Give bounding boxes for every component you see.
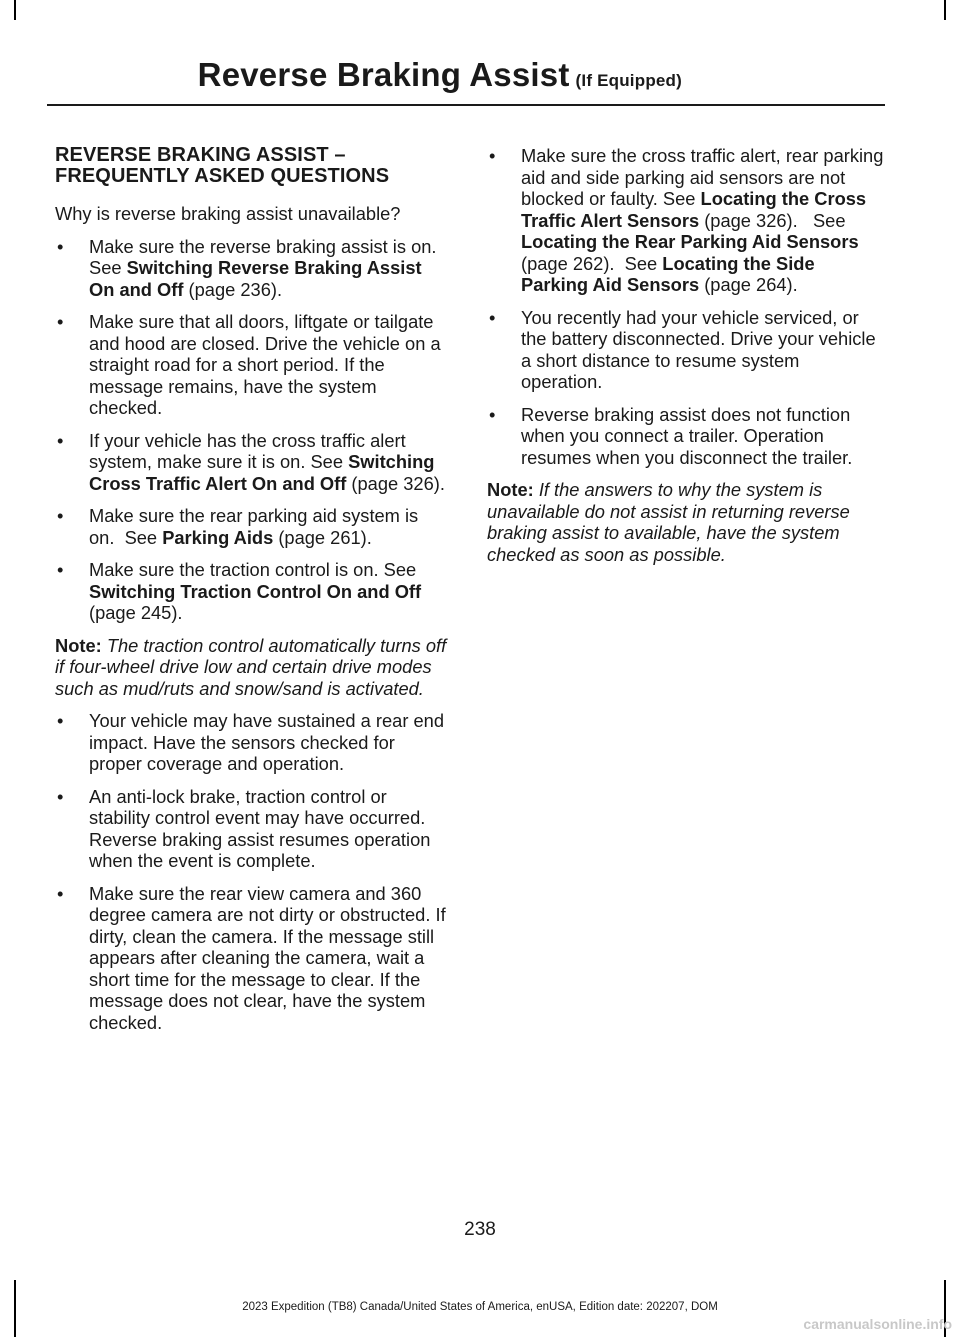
item-text: You recently had your vehicle serviced, or the battery disconnected. Drive your vehicle a short distance to resume system operation. xyxy=(521,306,876,392)
cross-reference-link[interactable]: Locating the Rear Parking Aid Sensors xyxy=(521,231,859,252)
item-text: Make sure that all doors, liftgate or tailgate and hood are closed. Drive the vehicle on a straight road for a short period. If the message remains, have the system checked. xyxy=(89,311,441,418)
header-title-text: Reverse Braking Assist xyxy=(197,56,570,93)
watermark: carmanualsonline.info xyxy=(803,1316,952,1332)
page-reference: (page 262). See xyxy=(521,252,663,274)
note-label: Note: xyxy=(55,634,102,656)
crop-mark-top-left xyxy=(14,0,16,20)
note-paragraph xyxy=(487,479,884,565)
list-item xyxy=(55,236,450,301)
list-item xyxy=(55,710,450,775)
section-heading-line-2: FREQUENTLY ASKED QUESTIONS xyxy=(55,165,390,187)
item-text: Make sure the rear parking aid system is on. See xyxy=(89,505,419,548)
page-reference: (page 264). xyxy=(699,274,798,295)
bullet: • xyxy=(489,145,496,166)
item-text: Make sure the cross traffic alert, rear parking aid and side parking aid sensors are not blocked or faulty. See xyxy=(521,145,884,209)
item-text: Reverse braking assist does not function when you connect a trailer. Operation resumes when you disconnect the trailer. xyxy=(521,403,853,468)
header-title-suffix: (If Equipped) xyxy=(575,71,682,90)
note-paragraph xyxy=(55,635,450,700)
note-text: If the answers to why the system is unavailable do not assist in returning reverse braking assist to available, have the system checked as soon as possible. xyxy=(487,479,850,565)
list-item xyxy=(55,311,450,419)
header-rule xyxy=(47,104,885,106)
list-item xyxy=(55,505,450,548)
item-text: Make sure the reverse braking assist is on. See xyxy=(89,235,442,278)
cross-reference-link[interactable]: Parking Aids xyxy=(162,526,274,548)
bullet: • xyxy=(57,505,64,526)
item-text: An anti-lock brake, traction control or stability control event may have occurred. Reverse braking assist resumes operation when the event is complete. xyxy=(89,785,431,871)
item-text: Make sure the rear view camera and 360 degree camera are not dirty or obstructed. If dirty, clean the camera. If the message still appears after cleaning the camera, wait a short time for the message to clear. If the message does not clear, have the system checked. xyxy=(89,882,446,1033)
cross-reference-link[interactable]: Switching Cross Traffic Alert On and Off xyxy=(89,451,435,494)
list-item xyxy=(487,145,884,296)
checklist-2 xyxy=(55,710,450,1033)
list-item xyxy=(55,883,450,1034)
bullet: • xyxy=(57,235,64,257)
bullet: • xyxy=(489,306,496,328)
checklist-3 xyxy=(487,145,884,468)
item-text: If your vehicle has the cross traffic alert system, make sure it is on. See xyxy=(89,429,406,472)
page-number: 238 xyxy=(464,1219,496,1240)
page-reference: (page 236). xyxy=(183,278,283,300)
cross-reference-link[interactable]: Locating the Side Parking Aid Sensors xyxy=(521,252,815,295)
list-item xyxy=(55,430,450,495)
page-reference: (page 261). xyxy=(273,526,372,548)
bullet: • xyxy=(57,559,64,580)
page-reference: (page 326). xyxy=(346,472,445,494)
edition-footer: 2023 Expedition (TB8) Canada/United States of America, enUSA, Edition date: 202207, DOM xyxy=(242,1301,718,1313)
cross-reference-link[interactable]: Switching Traction Control On and Off xyxy=(89,580,422,602)
page-reference: (page 326). See xyxy=(699,209,846,231)
bullet: • xyxy=(57,710,64,731)
note-text: The traction control automatically turns off if four-wheel drive low and certain drive modes such as mud/ruts and snow/sand is activated. xyxy=(55,634,447,699)
item-text: Your vehicle may have sustained a rear end impact. Have the sensors checked for proper coverage and operation. xyxy=(89,710,445,774)
bullet: • xyxy=(57,882,64,904)
item-text: Make sure the traction control is on. See xyxy=(89,559,417,580)
list-item xyxy=(55,559,450,624)
bullet: • xyxy=(57,785,64,807)
list-item xyxy=(55,786,450,872)
checklist-1 xyxy=(55,236,450,624)
page-header-title xyxy=(198,56,682,94)
right-column xyxy=(487,145,884,576)
list-item xyxy=(487,404,884,469)
bullet: • xyxy=(57,311,64,332)
list-item xyxy=(487,307,884,393)
bullet: • xyxy=(489,403,496,425)
left-column xyxy=(55,145,450,1044)
crop-mark-top-right xyxy=(944,0,946,20)
page-reference: (page 245). xyxy=(89,602,183,623)
section-heading xyxy=(55,145,450,187)
question-text: Why is reverse braking assist unavailable? xyxy=(55,203,401,224)
cross-reference-link[interactable]: Locating the Cross Traffic Alert Sensors xyxy=(521,188,867,231)
bullet: • xyxy=(57,429,64,451)
section-heading-line-1: REVERSE BRAKING ASSIST – xyxy=(55,144,346,166)
note-label: Note: xyxy=(487,479,534,500)
cross-reference-link[interactable]: Switching Reverse Braking Assist On and Off xyxy=(89,257,422,300)
